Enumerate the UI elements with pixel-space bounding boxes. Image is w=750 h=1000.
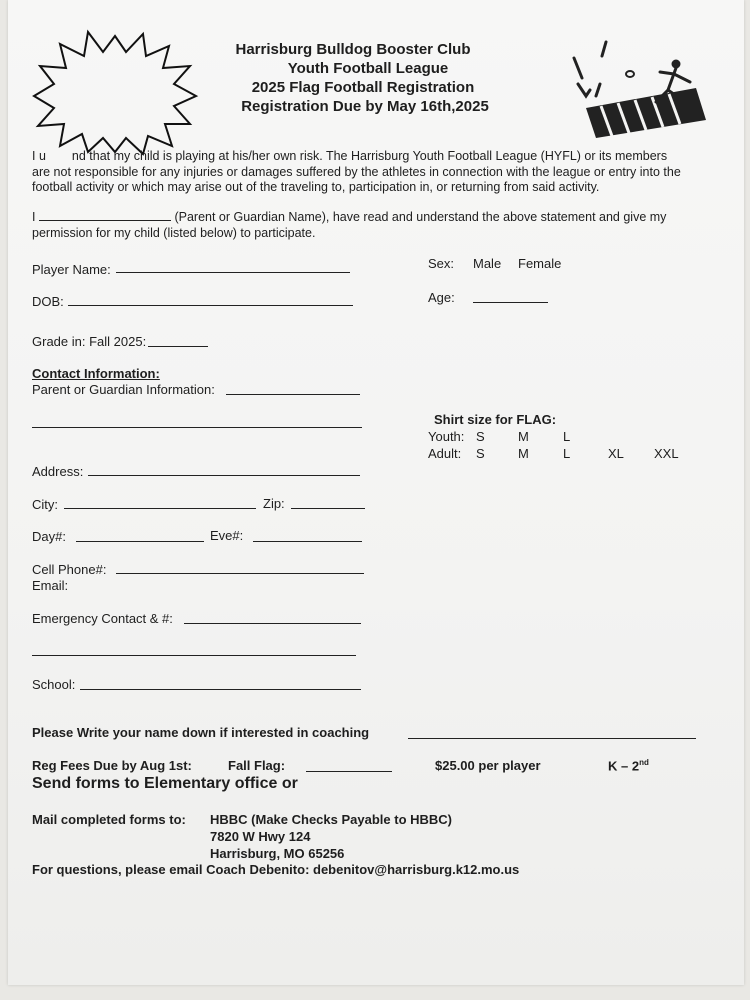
emergency-contact-label: Emergency Contact & #: <box>32 611 173 626</box>
shirt-youth-m[interactable]: M <box>518 429 529 444</box>
football-player-icon <box>556 38 716 148</box>
address-line[interactable] <box>88 475 360 476</box>
coaching-name-line[interactable] <box>408 738 696 739</box>
shirt-adult-xl[interactable]: XL <box>608 446 624 461</box>
coaching-interest-label: Please Write your name down if interested in coaching <box>32 725 370 740</box>
mail-line3: Harrisburg, MO 65256 <box>210 846 345 861</box>
consent-prefix: I <box>32 210 36 224</box>
mail-line2: 7820 W Hwy 124 <box>210 829 311 844</box>
dob-line[interactable] <box>68 305 353 306</box>
school-line[interactable] <box>80 689 361 690</box>
send-forms-instruction: Send forms to Elementary office or <box>32 775 298 792</box>
consent-text: (Parent or Guardian Name), have read and understand the above statement and give my <box>174 210 667 224</box>
waiver-text-line3: football activity or which may arise out of the traveling to, participation in, or returning from said activity. <box>32 180 600 194</box>
questions-contact: For questions, please email Coach Debenito: debenitov@harrisburg.k12.mo.us <box>32 862 520 877</box>
grade-range-text: K – 2 <box>608 758 640 774</box>
eve-phone-label: Eve#: <box>210 528 244 543</box>
player-name-line[interactable] <box>116 272 350 273</box>
address-label: Address: <box>32 464 84 479</box>
shirt-adult-xxl[interactable]: XXL <box>654 446 679 461</box>
shirt-youth-label: Youth: <box>428 429 465 444</box>
waiver-text-line1: nd that my child is playing at his/her own risk. The Harrisburg Youth Football League (HYFL) or its members <box>71 149 668 163</box>
waiver-statement <box>32 149 732 196</box>
zip-line[interactable] <box>291 508 365 509</box>
grade-range-sup: nd <box>639 758 649 767</box>
waiver-text-start: I u <box>32 149 46 163</box>
emergency-contact-line[interactable] <box>184 623 361 624</box>
reg-fees-label: Reg Fees Due by Aug 1st: <box>32 758 192 773</box>
day-phone-line[interactable] <box>76 541 204 542</box>
shirt-youth-l[interactable]: L <box>563 429 571 444</box>
shirt-adult-l[interactable]: L <box>563 446 571 461</box>
eve-phone-line[interactable] <box>253 541 362 542</box>
sex-male-option[interactable]: Male <box>473 256 502 271</box>
shirt-size-title: Shirt size for FLAG: <box>434 412 557 427</box>
shirt-adult-label: Adult: <box>428 446 462 461</box>
form-title-league: Youth Football League <box>287 60 449 77</box>
fee-amount: $25.00 per player <box>435 758 541 773</box>
form-title-registration: 2025 Flag Football Registration <box>251 79 475 96</box>
waiver-text-line2: are not responsible for any injuries or damages suffered by the athletes in connection with the league or entry into the <box>32 164 681 179</box>
grade-line[interactable] <box>148 346 208 347</box>
fall-flag-label: Fall Flag: <box>228 758 286 773</box>
shirt-adult-s[interactable]: S <box>476 446 485 461</box>
dob-label: DOB: <box>32 294 64 309</box>
registration-form-page <box>8 0 744 985</box>
mail-line1: HBBC (Make Checks Payable to HBBC) <box>210 812 453 827</box>
starburst-icon <box>30 26 200 156</box>
age-label: Age: <box>428 290 455 305</box>
guardian-name-line[interactable] <box>39 210 171 221</box>
grade-range <box>608 758 649 773</box>
age-line[interactable] <box>473 302 548 303</box>
cell-phone-label: Cell Phone#: <box>32 562 107 577</box>
city-line[interactable] <box>64 508 256 509</box>
player-name-label: Player Name: <box>32 262 111 277</box>
shirt-adult-m[interactable]: M <box>518 446 529 461</box>
shirt-youth-s[interactable]: S <box>476 429 485 444</box>
day-phone-label: Day#: <box>32 529 66 544</box>
city-label: City: <box>32 497 58 512</box>
sex-label: Sex: <box>428 256 455 271</box>
parent-info-line-2[interactable] <box>32 427 362 428</box>
parent-info-line[interactable] <box>226 394 360 395</box>
contact-info-heading: Contact Information: <box>32 366 160 381</box>
fall-flag-line[interactable] <box>306 771 392 772</box>
grade-label: Grade in: Fall 2025: <box>32 334 147 349</box>
sex-female-option[interactable]: Female <box>518 256 562 271</box>
parent-info-label: Parent or Guardian Information: <box>32 382 215 397</box>
cell-phone-line[interactable] <box>116 573 364 574</box>
mail-forms-label: Mail completed forms to: <box>32 812 186 827</box>
emergency-contact-line-2[interactable] <box>32 655 356 656</box>
form-title-org: Harrisburg Bulldog Booster Club <box>235 41 471 58</box>
zip-label: Zip: <box>263 496 285 511</box>
email-label: Email: <box>32 578 69 593</box>
consent-statement <box>32 210 732 241</box>
school-label: School: <box>32 677 76 692</box>
form-title-due-date: Registration Due by May 16th,2025 <box>241 98 489 115</box>
consent-text-line2: permission for my child (listed below) to participate. <box>32 225 316 240</box>
